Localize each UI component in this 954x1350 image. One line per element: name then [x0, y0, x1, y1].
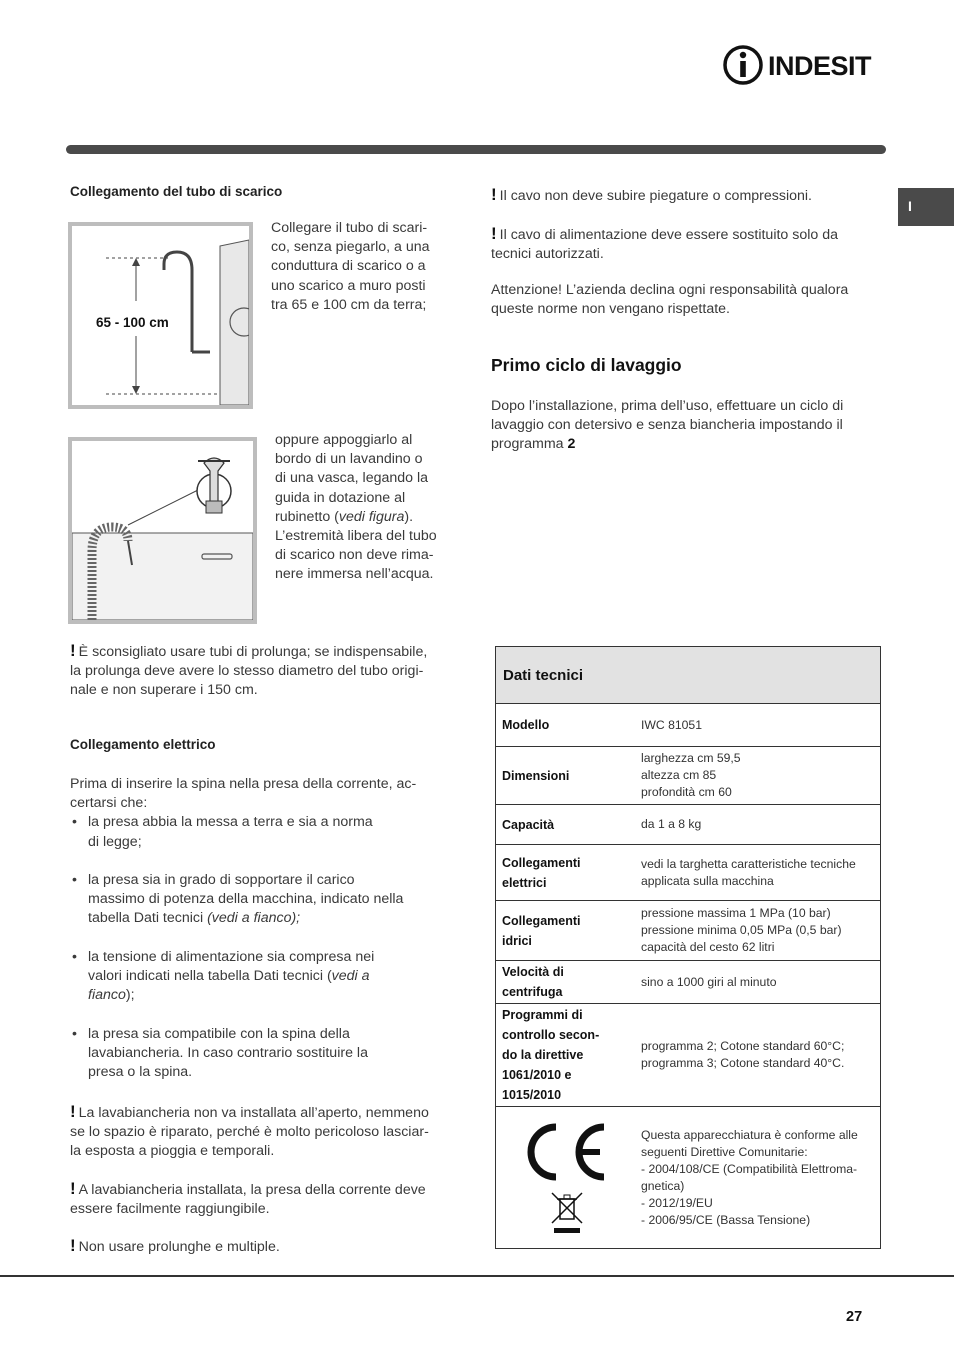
ce-mark-icon [516, 1115, 616, 1240]
table-row: Dimensioni larghezza cm 59,5 altezza cm 85 profondità cm 60 [496, 747, 880, 805]
warning-icon: ! [70, 1179, 76, 1198]
table-row-ce: Questa apparecchiatura è conforme alle seguenti Direttive Comunitarie: - 2004/108/CE (Compatibilità Elettroma- gnetica) - 2012/19/EU - 2006/95/CE (Bassa Tensione) [496, 1107, 880, 1248]
sink-drain-figure [68, 437, 257, 624]
table-title: Dati tecnici [496, 647, 880, 704]
list-item: • la presa sia in grado di sopportare il carico massimo di potenza della macchina, indicato nella tabella Dati tecnici (vedi a fianco); [70, 871, 450, 929]
warning-icon: ! [70, 1102, 76, 1121]
drain-text-1: Collegare il tubo di scari- co, senza piegarlo, a una conduttura di scarico o a uno scarico a muro posti tra 65 e 100 cm da terra; [271, 220, 430, 313]
first-cycle-text: Dopo l’installazione, prima dell’uso, effettuare un ciclo di lavaggio con detersivo e senza biancheria impostando il programma 2 [491, 398, 844, 453]
drain-height-figure [68, 222, 253, 409]
table-row: Programmi di controllo secon- do la direttive 1061/2010 e 1015/2010 programma 2; Cotone standard 60°C; programma 3; Cotone standard 40°C. [496, 1004, 880, 1107]
indesit-logo [722, 44, 886, 86]
list-item: • la tensione di alimentazione sia compresa nei valori indicati nella tabella Dati tecnici (vedi a fianco); [70, 948, 450, 1006]
drain-heading: Collegamento del tubo di scarico [70, 184, 283, 199]
warning-extension: ! È sconsigliato usare tubi di prolunga; se indispensabile, la prolunga deve avere lo stesso diametro del tubo origi- nale e non superare i 150 cm. [70, 641, 428, 699]
warning-cable-bend: ! Il cavo non deve subire piegature o compressioni. [491, 185, 812, 204]
sink-drain-illustration [72, 441, 253, 620]
first-cycle-heading: Primo ciclo di lavaggio [491, 355, 682, 375]
warning-cable-replace: ! Il cavo di alimentazione deve essere sostituito solo da tecnici autorizzati. [491, 224, 838, 263]
footer-rule [0, 1275, 954, 1277]
warning-icon: ! [491, 224, 497, 243]
page-number: 27 [846, 1309, 863, 1325]
warning-multiple: ! Non usare prolunghe e multiple. [70, 1236, 280, 1255]
drain-height-illustration [72, 226, 249, 405]
table-row: Collegamenti idrici pressione massima 1 MPa (10 bar) pressione minima 0,05 MPa (0,5 bar) capacità del cesto 62 litri [496, 901, 880, 961]
electrical-heading: Collegamento elettrico [70, 737, 216, 752]
warning-icon: ! [70, 641, 76, 660]
weee-bin-icon [552, 1193, 582, 1233]
brand-name: INDESIT [768, 51, 872, 81]
table-row: Collegamenti elettrici vedi la targhetta caratteristiche tecniche applicata sulla macchina [496, 845, 880, 901]
list-item: • la presa sia compatibile con la spina della lavabiancheria. In caso contrario sostituire la presa o la spina. [70, 1025, 450, 1083]
language-tab: I [898, 188, 954, 226]
header-bar [66, 145, 886, 154]
warning-socket: ! A lavabiancheria installata, la presa della corrente deve essere facilmente raggiungibile. [70, 1179, 426, 1218]
electrical-section: Prima di inserire la spina nella presa della corrente, ac- certarsi che: • la presa abbia la messa a terra e sia a norma di legge; • la presa sia in grado di sopportare il carico massimo di potenza della macchina, indicato nella tabella Dati tecnici (vedi a fianco); • la tensione di alimentazione sia compresa nei valori indicati nella tabella Dati tecnici (vedi a fianco); • la presa sia compatibile con la spina della lavabiancheria. In caso contrario sostituire la presa o la spina. [70, 775, 450, 1101]
warning-outdoor: ! La lavabiancheria non va installata all’aperto, nemmeno se lo spazio è riparato, perché è molto pericoloso lasciar- la esposta a pioggia e temporali. [70, 1102, 429, 1160]
tech-data-table [495, 646, 881, 1249]
attention-note: Attenzione! L’azienda declina ogni responsabilità qualora queste norme non vengano rispettate. [491, 282, 849, 318]
table-row: Capacità da 1 a 8 kg [496, 805, 880, 845]
warning-icon: ! [70, 1236, 76, 1255]
drain-height-label: 65 - 100 cm [96, 315, 169, 330]
drain-text-2: oppure appoggiarlo al bordo di un lavandino o di una vasca, legando la guida in dotazione al rubinetto (vedi figura). L’estremità libera del tubo di scarico non deve rima- nere immersa nell’acqua. [275, 432, 437, 583]
table-row: Velocità di centrifuga sino a 1000 giri al minuto [496, 961, 880, 1004]
list-item: • la presa abbia la messa a terra e sia a norma di legge; [70, 813, 450, 851]
warning-icon: ! [491, 185, 497, 204]
table-row: Modello IWC 81051 [496, 704, 880, 747]
electrical-checklist [70, 813, 450, 1082]
